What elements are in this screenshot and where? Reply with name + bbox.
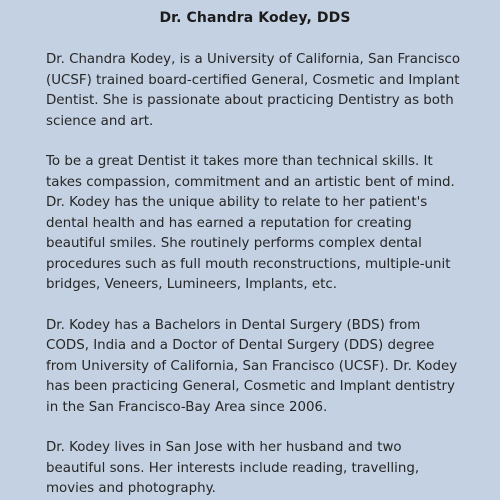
bio-paragraph-education: Dr. Kodey has a Bachelors in Dental Surgery (BDS) from CODS, India and a Doctor of Dental Surgery (DDS) degree from University of California, San Francisco (UCSF). Dr. Kodey has been practicing General, Cosmetic and Implant dentistry in the San Francisco-Bay Area since 2006.	[46, 317, 458, 415]
bio-paragraph-intro: Dr. Chandra Kodey, is a University of California, San Francisco (UCSF) trained board-certified General, Cosmetic and Implant Dentist. She is passionate about practicing Dentistry as both science and art.	[46, 52, 461, 129]
page-title: Dr. Chandra Kodey, DDS	[159, 10, 351, 26]
bio-paragraph-personal: Dr. Kodey lives in San Jose with her husband and two beautiful sons. Her interests include reading, travelling, movies and photography.	[46, 440, 420, 496]
bio-paragraph-skills: To be a great Dentist it takes more than technical skills. It takes compassion, commitment and an artistic bent of mind. Dr. Kodey has the unique ability to relate to her patient's dental health and has earned a reputation for creating beautiful smiles. She routinely performs complex dental procedures such as full mouth reconstructions, multiple-unit bridges, Veneers, Lumineers, Implants, etc.	[46, 154, 455, 292]
